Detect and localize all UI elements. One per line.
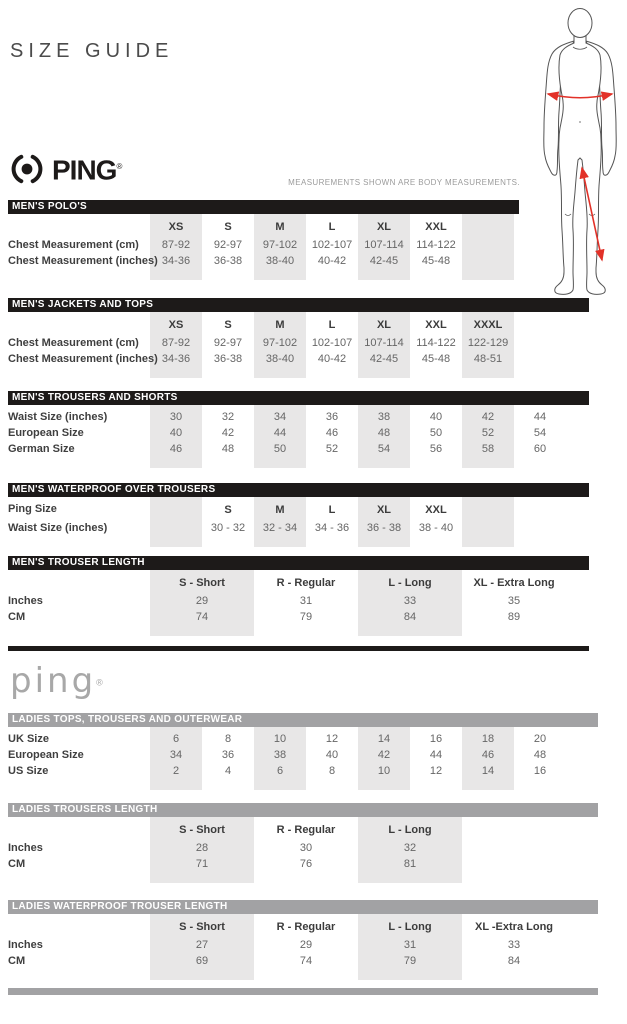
- cell-value: 45-48: [421, 353, 451, 365]
- cell-value: 122-129: [467, 337, 509, 349]
- cell-value: 30 - 32: [210, 522, 246, 534]
- row-label: European Size: [8, 427, 84, 439]
- row-label: Waist Size (inches): [8, 411, 108, 423]
- cell-value: 56: [429, 443, 443, 455]
- ping-mens-logo: [8, 147, 121, 190]
- cell-value: 40: [169, 427, 183, 439]
- table-row: [8, 731, 619, 747]
- table-row: [8, 918, 619, 937]
- column-header: L - Long: [388, 577, 432, 589]
- cell-value: 48: [533, 749, 547, 761]
- cell-value: 40-42: [317, 255, 347, 267]
- cell-value: 52: [325, 443, 339, 455]
- column-header: XL - Extra Long: [473, 577, 555, 589]
- column-header: XL: [376, 504, 392, 516]
- cell-value: 50: [273, 443, 287, 455]
- registered-mark: ®: [96, 677, 103, 688]
- table-title-bar: MEN'S WATERPROOF OVER TROUSERS: [8, 483, 589, 497]
- cell-value: 36 - 38: [366, 522, 402, 534]
- mens-size-tables: [0, 200, 627, 636]
- table-row: [8, 593, 619, 609]
- cell-value: 48: [377, 427, 391, 439]
- row-label: UK Size: [8, 733, 49, 745]
- cell-value: 20: [533, 733, 547, 745]
- table-title-bar: LADIES WATERPROOF TROUSER LENGTH: [8, 900, 598, 914]
- cell-value: 14: [481, 765, 495, 777]
- cell-value: 6: [172, 733, 180, 745]
- mens-section-separator: [8, 646, 589, 651]
- cell-value: 16: [533, 765, 547, 777]
- cell-value: 74: [299, 955, 313, 967]
- column-header: R - Regular: [276, 824, 336, 836]
- column-header: XXXL: [473, 319, 503, 331]
- cell-value: 46: [481, 749, 495, 761]
- cell-value: 12: [429, 765, 443, 777]
- size-table-mens-trouser-length: [8, 556, 619, 636]
- cell-value: 44: [533, 411, 547, 423]
- ping-wordmark: PING®: [52, 154, 122, 186]
- cell-value: 84: [507, 955, 521, 967]
- cell-value: 54: [533, 427, 547, 439]
- size-table-mens-polos: [8, 200, 619, 280]
- table-row: [8, 609, 619, 625]
- table-title-bar: MEN'S POLO'S: [8, 200, 519, 214]
- cell-value: 16: [429, 733, 443, 745]
- cell-value: 33: [507, 939, 521, 951]
- column-header: M: [275, 221, 285, 233]
- row-label: CM: [8, 955, 26, 967]
- cell-value: 35: [507, 595, 521, 607]
- cell-value: 42: [221, 427, 235, 439]
- row-label: [8, 918, 150, 937]
- row-label: CM: [8, 858, 26, 870]
- cell-value: 92-97: [213, 239, 243, 251]
- table-title-bar: MEN'S TROUSERS AND SHORTS: [8, 391, 589, 405]
- row-label: US Size: [8, 765, 49, 777]
- cell-value: 84: [403, 611, 417, 623]
- row-label: [8, 574, 150, 593]
- column-header: [150, 501, 202, 520]
- cell-value: 4: [224, 765, 232, 777]
- cell-value: 46: [169, 443, 183, 455]
- cell-value: 74: [195, 611, 209, 623]
- cell-value: 48: [221, 443, 235, 455]
- table-row: [8, 335, 619, 351]
- cell-value: 40: [325, 749, 339, 761]
- ping-mod-icon: [8, 149, 46, 189]
- cell-value: 12: [325, 733, 339, 745]
- cell-value: 31: [403, 939, 417, 951]
- size-table-mens-jackets: [8, 298, 619, 378]
- cell-value: 33: [403, 595, 417, 607]
- column-header: S - Short: [179, 921, 225, 933]
- table-row: [8, 574, 619, 593]
- table-row: [8, 937, 619, 953]
- cell-value: 36: [221, 749, 235, 761]
- table-row: [8, 316, 619, 335]
- column-header: XXL: [425, 221, 447, 233]
- column-header: S: [224, 221, 232, 233]
- table-row: [8, 856, 619, 872]
- cell-value: 14: [377, 733, 391, 745]
- table-row: [8, 237, 619, 253]
- cell-value: 42-45: [369, 255, 399, 267]
- cell-value: 87-92: [161, 337, 191, 349]
- table-title-bar: MEN'S JACKETS AND TOPS: [8, 298, 589, 312]
- column-header: XL: [376, 319, 392, 331]
- table-row: [8, 763, 619, 779]
- cell-value: 92-97: [213, 337, 243, 349]
- cell-value: 30: [299, 842, 313, 854]
- column-header: S: [224, 319, 232, 331]
- column-header: M: [275, 504, 285, 516]
- column-header: XXL: [425, 504, 447, 516]
- page-title: SIZE GUIDE: [10, 40, 174, 62]
- cell-value: 34-36: [161, 353, 191, 365]
- cell-value: 69: [195, 955, 209, 967]
- cell-value: 38 - 40: [418, 522, 454, 534]
- column-header: S - Short: [179, 577, 225, 589]
- column-header: XL: [376, 221, 392, 233]
- column-header: M: [275, 319, 285, 331]
- measurement-note: MEASUREMENTS SHOWN ARE BODY MEASUREMENTS.: [288, 178, 520, 187]
- column-header: L: [328, 221, 336, 233]
- table-title-bar: LADIES TROUSERS LENGTH: [8, 803, 598, 817]
- cell-value: 45-48: [421, 255, 451, 267]
- column-header: XXL: [425, 319, 447, 331]
- cell-value: 40-42: [317, 353, 347, 365]
- table-row: [8, 747, 619, 763]
- row-label: Inches: [8, 842, 43, 854]
- cell-value: 76: [299, 858, 313, 870]
- size-table-mens-waterproof: [8, 483, 619, 547]
- cell-value: 2: [172, 765, 180, 777]
- cell-value: 87-92: [161, 239, 191, 251]
- cell-value: 38: [273, 749, 287, 761]
- column-header: R - Regular: [276, 921, 336, 933]
- column-header: S - Short: [179, 824, 225, 836]
- size-table-ladies-trousers-length: [8, 803, 619, 883]
- cell-value: 10: [273, 733, 287, 745]
- row-label: Waist Size (inches): [8, 522, 108, 534]
- cell-value: 102-107: [311, 337, 353, 349]
- cell-value: 29: [299, 939, 313, 951]
- cell-value: 28: [195, 842, 209, 854]
- row-label: Inches: [8, 595, 43, 607]
- row-label: [8, 218, 150, 237]
- table-row: [8, 425, 619, 441]
- cell-value: 48-51: [473, 353, 503, 365]
- row-label: German Size: [8, 443, 75, 455]
- cell-value: 40: [429, 411, 443, 423]
- table-row: [8, 840, 619, 856]
- column-header: L: [328, 319, 336, 331]
- column-header: L: [328, 504, 336, 516]
- size-table-mens-trousers: [8, 391, 619, 468]
- cell-value: 60: [533, 443, 547, 455]
- cell-value: 79: [403, 955, 417, 967]
- table-row: [8, 218, 619, 237]
- table-row: [8, 253, 619, 269]
- column-header: L - Long: [388, 921, 432, 933]
- table-row: [8, 520, 619, 536]
- cell-value: 38-40: [265, 255, 295, 267]
- row-label: Chest Measurement (cm): [8, 337, 139, 349]
- cell-value: 52: [481, 427, 495, 439]
- cell-value: 6: [276, 765, 284, 777]
- cell-value: 50: [429, 427, 443, 439]
- row-label: [8, 821, 150, 840]
- cell-value: 36-38: [213, 255, 243, 267]
- cell-value: 36-38: [213, 353, 243, 365]
- cell-value: 10: [377, 765, 391, 777]
- size-table-ladies-tops: [8, 713, 619, 790]
- cell-value: 34-36: [161, 255, 191, 267]
- cell-value: 38: [377, 411, 391, 423]
- table-title-bar: LADIES TOPS, TROUSERS AND OUTERWEAR: [8, 713, 598, 727]
- cell-value: 34: [273, 411, 287, 423]
- cell-value: 42-45: [369, 353, 399, 365]
- size-table-ladies-waterproof-length: [8, 900, 619, 980]
- row-label: Inches: [8, 939, 43, 951]
- ping-ladies-logo: [10, 663, 627, 701]
- cell-value: 32: [221, 411, 235, 423]
- column-header: R - Regular: [276, 577, 336, 589]
- ping-ladies-wordmark: ping: [10, 661, 97, 701]
- cell-value: 114-122: [416, 337, 456, 349]
- table-row: [8, 953, 619, 969]
- row-label: Chest Measurement (cm): [8, 239, 139, 251]
- head-outline: [568, 9, 592, 38]
- cell-value: 107-114: [364, 337, 404, 349]
- cell-value: 58: [481, 443, 495, 455]
- column-header: XS: [168, 319, 184, 331]
- cell-value: 31: [299, 595, 313, 607]
- column-header: L - Long: [388, 824, 432, 836]
- table-row: [8, 441, 619, 457]
- row-label: Chest Measurement (inches): [8, 353, 158, 365]
- column-header: XL -Extra Long: [474, 921, 554, 933]
- table-title-bar: MEN'S TROUSER LENGTH: [8, 556, 589, 570]
- row-label: European Size: [8, 749, 84, 761]
- cell-value: 81: [403, 858, 417, 870]
- table-row: [8, 351, 619, 367]
- ladies-section-separator: [8, 988, 598, 995]
- cell-value: [150, 520, 202, 536]
- cell-value: 30: [169, 411, 183, 423]
- cell-value: 18: [481, 733, 495, 745]
- cell-value: 97-102: [262, 239, 298, 251]
- cell-value: 8: [224, 733, 232, 745]
- cell-value: 38-40: [265, 353, 295, 365]
- row-label: [8, 316, 150, 335]
- table-row: [8, 409, 619, 425]
- cell-value: 42: [377, 749, 391, 761]
- cell-value: 54: [377, 443, 391, 455]
- cell-value: 27: [195, 939, 209, 951]
- column-header: XS: [168, 221, 184, 233]
- cell-value: 34 - 36: [314, 522, 350, 534]
- cell-value: 71: [195, 858, 209, 870]
- cell-value: 34: [169, 749, 183, 761]
- cell-value: 107-114: [364, 239, 404, 251]
- cell-value: 29: [195, 595, 209, 607]
- cell-value: 44: [429, 749, 443, 761]
- ladies-size-tables: [0, 713, 627, 980]
- cell-value: 79: [299, 611, 313, 623]
- table-row: [8, 501, 619, 520]
- column-header: S: [224, 504, 232, 516]
- row-label: CM: [8, 611, 26, 623]
- cell-value: 46: [325, 427, 339, 439]
- cell-value: 114-122: [416, 239, 456, 251]
- cell-value: 32: [403, 842, 417, 854]
- row-label: Ping Size: [8, 503, 57, 515]
- registered-mark: ®: [116, 162, 122, 171]
- cell-value: 8: [328, 765, 336, 777]
- cell-value: 89: [507, 611, 521, 623]
- cell-value: 36: [325, 411, 339, 423]
- row-label: Chest Measurement (inches): [8, 255, 158, 267]
- cell-value: 44: [273, 427, 287, 439]
- cell-value: 32 - 34: [262, 522, 298, 534]
- cell-value: 42: [481, 411, 495, 423]
- table-row: [8, 821, 619, 840]
- cell-value: 102-107: [311, 239, 353, 251]
- cell-value: 97-102: [262, 337, 298, 349]
